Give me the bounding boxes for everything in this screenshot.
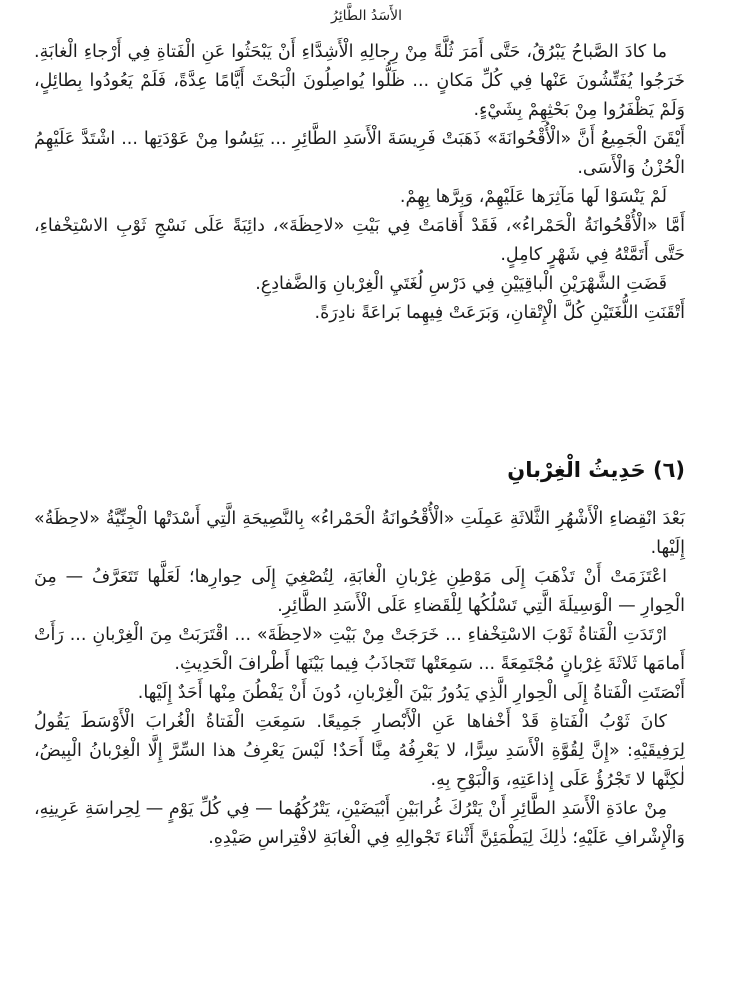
paragraph: أَيْقَنَ الْجَمِيعُ أَنَّ «الْأُقْحُوانَةَ» ذَهَبَتْ فَرِيسَةَ الْأَسَدِ الطَّائِرِ ... يَئِسُوا مِنْ عَوْدَتِها ... اشْتَدَّ عَلَيْهِمُ الْحُزْنُ وَالْأَسَى. (34, 129, 685, 178)
paragraph: ما كادَ الصَّباحُ يَبْرُقُ، حَتَّى أَمَرَ ثُلَّةً مِنْ رِجالِهِ الْأَشِدَّاءِ أَنْ يَبْحَثُوا عَنِ الْفَتاةِ فِي أَرْجاءِ الْغابَةِ. خَرَجُوا يُفَتِّشُونَ عَنْها فِي كُلِّ مَكانٍ ... ظَلُّوا يُواصِلُونَ الْبَحْثَ أَيَّامًا عِدَّةً، فَلَمْ يَعُودُوا بِطائِلٍ، وَلَمْ يَظْفَرُوا مِنْ بَحْثِهِمْ بِشَيْءٍ. (34, 42, 685, 120)
paragraph: اعْتَزَمَتْ أَنْ تَذْهَبَ إِلَى مَوْطِنِ غِرْبانِ الْغابَةِ، لِتُصْغِيَ إِلَى حِوارِها؛ لَعَلَّها تَتَعَرَّفُ — مِنَ الْحِوارِ — الْوَسِيلَةَ الَّتِي تَسْلُكُها لِلْقَضاءِ عَلَى الْأَسَدِ الطَّائِرِ. (34, 567, 685, 616)
paragraph: لَمْ يَنْسَوْا لَها مَآثِرَها عَلَيْهِمْ، وَبِرَّها بِهِمْ. (399, 187, 667, 207)
section-two-text (34, 505, 685, 853)
paragraph: مِنْ عادَةِ الْأَسَدِ الطَّائِرِ أَنْ يَتْرُكَ غُرابَيْنِ أَبْيَضَيْنِ، يَتْرُكُهُما — فِي كُلِّ يَوْمٍ — لِحِراسَةِ عَرِينِهِ، وَالْإِشْرافِ عَلَيْهِ؛ ذٰلِكَ لِيَطْمَئِنَّ أَثْناءَ تَجْوالِهِ فِي الْغابَةِ لافْتِراسِ صَيْدِهِ. (34, 799, 685, 848)
section-one-text (34, 38, 685, 328)
paragraph: بَعْدَ انْقِضاءِ الْأَشْهُرِ الثَّلاثَةِ عَمِلَتِ «الْأُقْحُوانَةُ الْحَمْراءُ» بِالنَّصِيحَةِ الَّتِي أَسْدَتْها الْجِنِّيَّةُ «لاحِظَةُ» إِلَيْها. (34, 509, 685, 558)
running-header: الأَسَدُ الطَّائِرُ (331, 8, 402, 24)
paragraph: ارْتَدَتِ الْفَتاةُ ثَوْبَ الاسْتِخْفاءِ ... خَرَجَتْ مِنْ بَيْتِ «لاحِظَةَ» ... اقْتَرَبَتْ مِنَ الْغِرْبانِ ... رَأَتْ أَمامَها ثَلاثَةَ غِرْبانٍ مُجْتَمِعَةً ... سَمِعَتْها تَتَجاذَبُ فِيما بَيْنَها أَطْرافَ الْحَدِيثِ. (34, 625, 685, 674)
paragraph: كانَ ثَوْبُ الْفَتاةِ قَدْ أَخْفاها عَنِ الْأَبْصارِ جَمِيعًا. سَمِعَتِ الْفَتاةُ الْغُرابَ الْأَوْسَطَ يَقُولُ لِرَفِيقَيْهِ: «إِنَّ لِقُوَّةِ الْأَسَدِ سِرًّا، لا يَعْرِفُهُ مِنَّا أَحَدٌ! لَيْسَ يَعْرِفُ هذا السِّرَّ إِلَّا الْغِرْبانُ الْبِيضُ، لٰكِنَّها لا تَجْرُؤُ عَلَى إِذاعَتِهِ، وَالْبَوْحِ بِهِ. (34, 712, 685, 790)
chapter-title: (٦) حَدِيثُ الْغِرْبانِ (507, 458, 685, 482)
paragraph: أَمَّا «الْأُقْحُوانَةُ الْحَمْراءُ»، فَقَدْ أَقامَتْ فِي بَيْتِ «لاحِظَةَ»، دائِبَةً عَلَى نَسْجِ ثَوْبِ الاسْتِخْفاءِ، حَتَّى أَتَمَّتْهُ فِي شَهْرٍ كامِلٍ. (34, 216, 685, 265)
paragraph: أَنْصَتَتِ الْفَتاةُ إِلَى الْحِوارِ الَّذِي يَدُورُ بَيْنَ الْغِرْبانِ، دُونَ أَنْ يَفْطُنَ مِنْها أَحَدٌ إِلَيْها. (137, 683, 685, 703)
paragraph: قَضَتِ الشَّهْرَيْنِ الْباقِيَيْنِ فِي دَرْسِ لُغَتَيِ الْغِرْبانِ وَالضَّفادِعِ. (255, 274, 667, 294)
paragraph: أَتْقَنَتِ اللُّغَتَيْنِ كُلَّ الْإِتْقانِ، وَبَرَعَتْ فِيهِما بَراعَةً نادِرَةً. (314, 303, 685, 323)
